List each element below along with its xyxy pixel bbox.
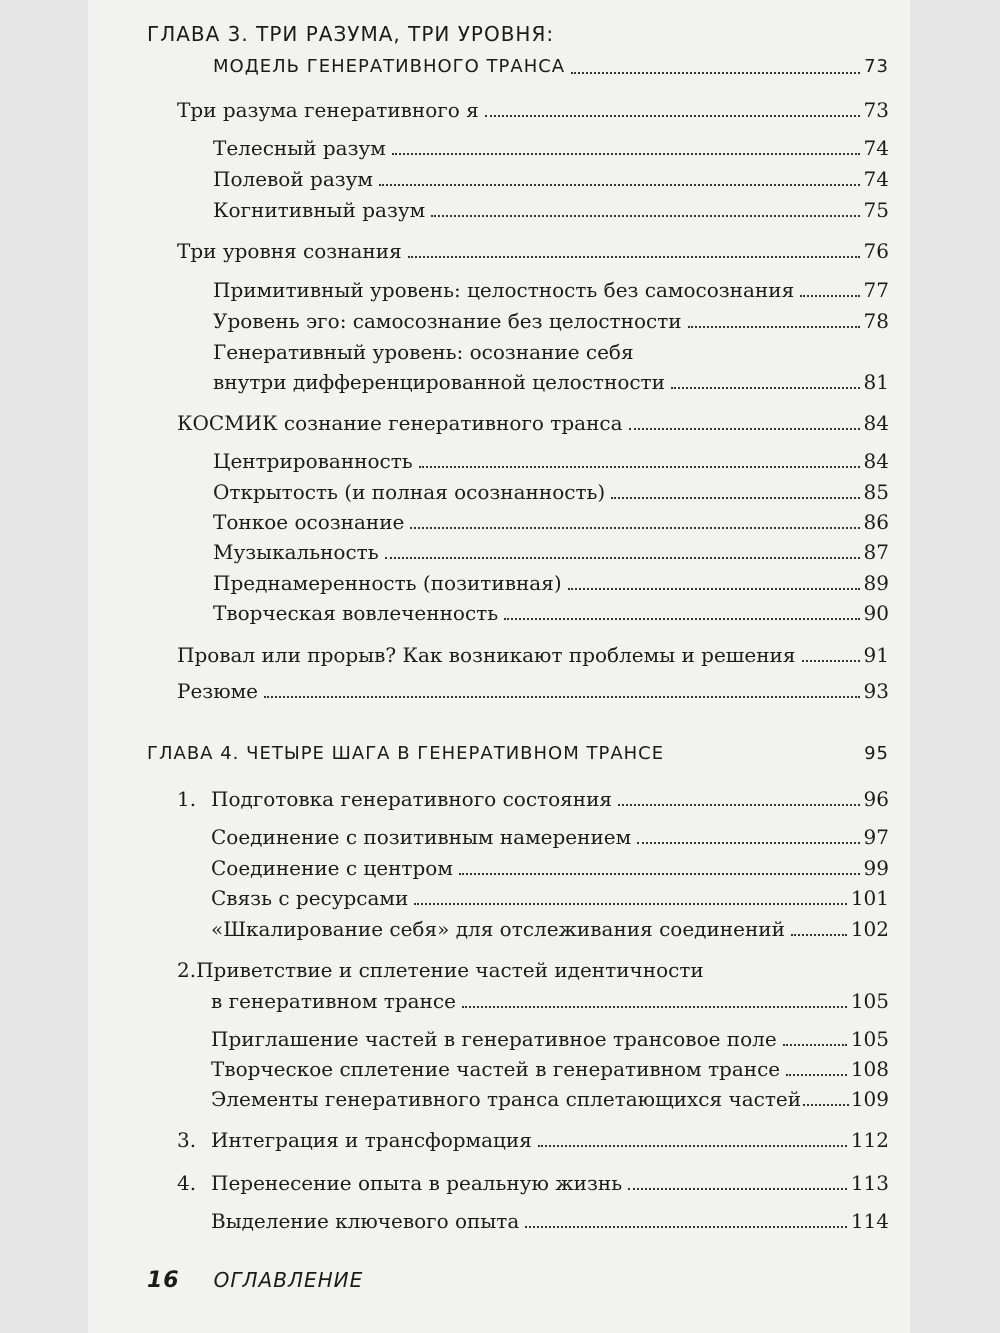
page-number: 112 <box>850 1128 889 1152</box>
toc-entry <box>213 479 889 505</box>
dot-leader <box>410 526 859 529</box>
entry-title: Когнитивный разум <box>213 198 426 222</box>
entry-title: Выделение ключевого опыта <box>211 1209 520 1233</box>
entry-title: Соединение с позитивным намерением <box>211 825 632 849</box>
chapter-3-heading-line2 <box>213 54 889 80</box>
spacer <box>670 758 860 761</box>
dot-leader <box>618 803 860 806</box>
dot-leader <box>571 71 860 74</box>
entry-title: Перенесение опыта в реальную жизнь <box>211 1171 623 1195</box>
chapter-3-heading-line1: ГЛАВА 3. ТРИ РАЗУМА, ТРИ УРОВНЯ: <box>147 22 555 46</box>
page-number: 74 <box>863 136 889 160</box>
entry-title-line1: Генеративный уровень: осознание себя <box>213 340 634 364</box>
entry-title: Соединение с центром <box>211 856 453 880</box>
page-number: 113 <box>850 1171 889 1195</box>
entry-title: Приглашение частей в генеративное трансовое поле <box>211 1027 777 1051</box>
dot-leader <box>791 933 847 936</box>
toc-entry <box>213 308 889 334</box>
page-number: 76 <box>863 239 889 263</box>
page-number: 109 <box>850 1087 889 1111</box>
toc-entry <box>213 277 889 303</box>
dot-leader <box>504 617 859 620</box>
page-number: 75 <box>863 198 889 222</box>
entry-title: Центрированность <box>213 449 413 473</box>
toc-entry <box>177 1127 889 1153</box>
dot-leader <box>783 1043 847 1046</box>
dot-leader <box>379 183 860 186</box>
page-number: 96 <box>863 787 889 811</box>
toc-entry <box>177 1170 889 1196</box>
page-number: 114 <box>850 1209 889 1233</box>
step-number: 2. <box>177 958 197 982</box>
toc-entry <box>213 448 889 474</box>
toc-entry <box>211 988 889 1014</box>
entry-title: внутри дифференцированной целостности <box>213 370 665 394</box>
page-number: 105 <box>850 1027 889 1051</box>
toc-entry <box>213 369 889 395</box>
page-footer <box>147 1268 363 1293</box>
entry-title: Приветствие и сплетение частей идентичности <box>196 958 704 982</box>
entry-title: Три разума генеративного я <box>177 98 479 122</box>
dot-leader <box>568 587 860 590</box>
page-number: 78 <box>863 309 889 333</box>
dot-leader <box>611 496 859 499</box>
page-number: 91 <box>863 643 889 667</box>
entry-title: «Шкалирование себя» для отслеживания соединений <box>211 917 785 941</box>
dot-leader <box>803 1103 849 1106</box>
running-title: ОГЛАВЛЕНИЕ <box>213 1268 364 1292</box>
dot-leader <box>671 386 860 389</box>
toc-entry <box>211 824 889 850</box>
toc-entry <box>211 1086 889 1112</box>
step-number: 4. <box>177 1171 197 1195</box>
page-number: 81 <box>863 370 889 394</box>
step-number: 1. <box>177 787 197 811</box>
chapter-4-title: ГЛАВА 4. ЧЕТЫРЕ ШАГА В ГЕНЕРАТИВНОМ ТРАНСЕ <box>147 743 665 764</box>
toc-entry <box>211 855 889 881</box>
dot-leader <box>802 659 860 662</box>
entry-title: Тонкое осознание <box>213 510 405 534</box>
page-number: 93 <box>863 679 889 703</box>
entry-title: Телесный разум <box>213 136 386 160</box>
dot-leader <box>786 1073 847 1076</box>
dot-leader <box>688 325 860 328</box>
page-number: 74 <box>863 167 889 191</box>
toc-entry <box>177 238 889 264</box>
dot-leader <box>462 1005 847 1008</box>
toc-entry <box>211 1208 889 1234</box>
dot-leader <box>419 465 860 468</box>
toc-entry <box>213 509 889 535</box>
entry-title: Творческая вовлеченность <box>213 601 499 625</box>
entry-title: Связь с ресурсами <box>211 886 409 910</box>
page-number: 85 <box>863 480 889 504</box>
step-number: 3. <box>177 1128 197 1152</box>
page-number: 97 <box>863 825 889 849</box>
toc-entry <box>177 678 889 704</box>
toc-entry <box>177 786 889 812</box>
toc-entry <box>213 539 889 565</box>
toc-entry-line1 <box>177 957 704 983</box>
folio-number: 16 <box>147 1268 180 1293</box>
dot-leader <box>525 1225 847 1228</box>
dot-leader <box>392 152 860 155</box>
entry-title: Открытость (и полная осознанность) <box>213 480 606 504</box>
page-number: 84 <box>863 411 889 435</box>
dot-leader <box>414 902 846 905</box>
entry-title: в генеративном трансе <box>211 989 456 1013</box>
dot-leader <box>628 1187 847 1190</box>
dot-leader <box>459 872 860 875</box>
toc-entry <box>213 600 889 626</box>
dot-leader <box>800 294 859 297</box>
entry-title: КОСМИК сознание генеративного транса <box>177 411 623 435</box>
page-number: 86 <box>863 510 889 534</box>
toc-entry <box>177 97 889 123</box>
entry-title: Провал или прорыв? Как возникают проблемы и решения <box>177 643 796 667</box>
entry-title: Творческое сплетение частей в генеративном трансе <box>211 1057 781 1081</box>
dot-leader <box>485 114 860 117</box>
page-number: 89 <box>863 571 889 595</box>
dot-leader <box>408 255 860 258</box>
toc-entry <box>211 1026 889 1052</box>
dot-leader <box>629 427 860 430</box>
page-number: 95 <box>864 743 889 764</box>
toc-entry <box>211 916 889 942</box>
toc-entry <box>177 642 889 668</box>
page-number: 102 <box>850 917 889 941</box>
entry-title: Полевой разум <box>213 167 373 191</box>
entry-title: Подготовка генеративного состояния <box>211 787 613 811</box>
dot-leader <box>385 556 860 559</box>
toc-entry <box>211 885 889 911</box>
page-number: 101 <box>850 886 889 910</box>
entry-title: Музыкальность <box>213 540 379 564</box>
dot-leader <box>637 841 859 844</box>
page-number: 73 <box>864 56 889 77</box>
entry-title: Уровень эго: самосознание без целостности <box>213 309 682 333</box>
toc-entry <box>213 166 889 192</box>
page-number: 105 <box>850 989 889 1013</box>
toc-entry <box>211 1056 889 1082</box>
entry-title: Элементы генеративного транса сплетающихся частей <box>211 1087 802 1111</box>
page-number: 87 <box>863 540 889 564</box>
entry-title: Примитивный уровень: целостность без самосознания <box>213 278 795 302</box>
dot-leader <box>431 214 859 217</box>
dot-leader <box>538 1144 847 1147</box>
entry-title: Резюме <box>177 679 259 703</box>
entry-title: Интеграция и трансформация <box>211 1128 532 1152</box>
page-number: 84 <box>863 449 889 473</box>
toc-entry <box>213 570 889 596</box>
toc-entry <box>213 197 889 223</box>
toc-entry <box>177 410 889 436</box>
entry-title: Три уровня сознания <box>177 239 402 263</box>
page-number: 108 <box>850 1057 889 1081</box>
page-number: 73 <box>863 98 889 122</box>
chapter-4-heading <box>147 741 889 767</box>
entry-title: Преднамеренность (позитивная) <box>213 571 562 595</box>
page-number: 99 <box>863 856 889 880</box>
page-number: 90 <box>863 601 889 625</box>
dot-leader <box>264 695 860 698</box>
toc-entry <box>213 135 889 161</box>
page-number: 77 <box>863 278 889 302</box>
chapter-3-title: МОДЕЛЬ ГЕНЕРАТИВНОГО ТРАНСА <box>213 56 566 77</box>
